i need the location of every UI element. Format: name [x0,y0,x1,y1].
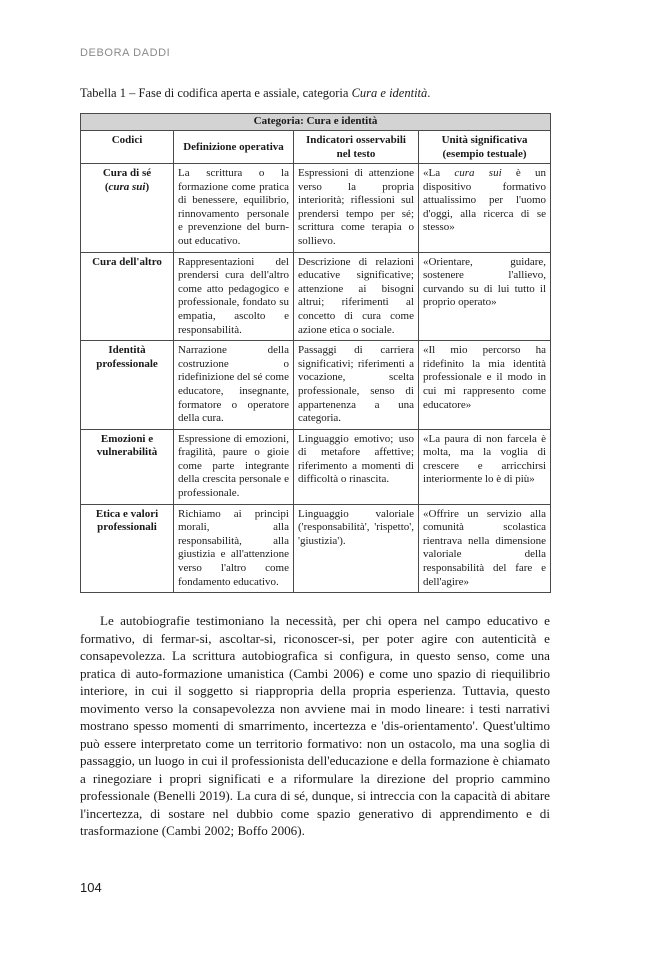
page-number: 104 [80,880,102,895]
code-label: Cura di sé [102,167,152,179]
table-row [81,429,551,504]
example-post: è un dispositivo formativo attualissimo per l'uomo d'oggi, alla ricerca di se stesso» [423,167,547,234]
example-italic: cura sui [454,167,502,179]
table-row [81,341,551,430]
caption-suffix: . [427,86,431,100]
example-pre: «La [423,167,455,179]
table-caption [80,86,430,101]
code-cell: Etica e valori professionali [81,504,174,593]
table-row [81,252,551,341]
column-header-codici: Codici [81,131,174,164]
indicators-cell: Descrizione di relazioni educative significative; attenzione ai bisogni altrui; riferimenti al concetto di cura come azione etica o sociale. [294,252,419,341]
column-header-unita: Unità significativa (esempio testuale) [419,131,551,164]
table-row [81,504,551,593]
definition-cell: Richiamo ai principi morali, alla responsabilità, alla giustizia e all'attenzione verso l'altro come fondamento educativo. [174,504,294,593]
example-cell: «Orientare, guidare, sostenere l'allievo, curvando su di lui tutto il proprio operato» [419,252,551,341]
running-head: DEBORA DADDI [80,47,171,59]
code-cell: Emozioni e vulnerabilità [81,429,174,504]
definition-cell: Espressione di emozioni, fragilità, paure o gioie come parte integrante della crescita personale e professionale. [174,429,294,504]
caption-italic: Cura e identità [351,86,428,100]
indicators-cell: Linguaggio valoriale ('responsabilità', 'rispetto', 'giustizia'). [294,504,419,593]
caption-prefix: Tabella 1 – Fase di codifica aperta e assiale, categoria [80,86,352,100]
code-cell: Identità professionale [81,341,174,430]
definition-cell: Narrazione della costruzione o ridefinizione del sé come educatore, insegnante, formatore o operatore della cura. [174,341,294,430]
definition-cell: La scrittura o la formazione come pratica di benessere, equilibrio, rinnovamento personale e prevenzione del burn-out educativo. [174,164,294,253]
category-header: Categoria: Cura e identità [81,114,551,131]
example-cell [419,164,551,253]
indicators-cell: Espressioni di attenzione verso la propria interiorità; riflessioni sul prendersi tempo per sé; scrittura come terapia o sollievo. [294,164,419,253]
column-header-indicatori: Indicatori osservabili nel testo [294,131,419,164]
example-cell: «Il mio percorso ha ridefinito la mia identità professionale e il modo in cui mi rappresento come educatore» [419,341,551,430]
column-header-definizione: Definizione operativa [174,131,294,164]
code-sublabel: cura sui [108,180,146,193]
indicators-cell: Passaggi di carriera significativi; riferimenti a vocazione, scelta professionale, senso di appartenenza a una categoria. [294,341,419,430]
table-row [81,164,551,253]
indicators-cell: Linguaggio emotivo; uso di metafore affettive; riferimento a momenti di difficoltà o rinascita. [294,429,419,504]
example-cell: «Offrire un servizio alla comunità scolastica rientrava nella dimensione valoriale della responsabilità del fare e dell'agire» [419,504,551,593]
coding-table [80,113,551,593]
definition-cell: Rappresentazioni del prendersi cura dell'altro come atto pedagogico e professionale, fondato su empatia, ascolto e responsabilità. [174,252,294,341]
body-paragraph: Le autobiografie testimoniano la necessità, per chi opera nel campo educativo e formativo, di fermar-si, ascoltar-si, riconoscer-si, per poter agire con autenticità e consapevolezza. La scrittura autobiografica si configura, in questo senso, come una pratica di auto-formazione umanistica (Cambi 2006) e come uno spazio di riequilibrio interiore, in cui il soggetto si riappropria della propria esperienza. Tuttavia, questo movimento verso la consapevolezza non avviene mai in modo lineare: i testi narrativi mostrano spesso momenti di smarrimento, incertezza e 'dis-orientamento'. Quest'ultimo può essere interpretato come un territorio formativo: non un ostacolo, ma una soglia di passaggio, un luogo in cui il professionista dell'educazione e della formazione è chiamato a rinegoziare i propri significati e a riformulare la direzione del proprio cammino professionale (Benelli 2019). La cura di sé, dunque, si intreccia con la capacità di abitare l'incertezza, di sostare nel dubbio come spazio generativo di apprendimento e di trasformazione (Cambi 2002; Boffo 2006). [80,613,550,838]
example-cell: «La paura di non farcela è molta, ma la voglia di crescere e arricchirsi interiormente lo è di più» [419,429,551,504]
code-cell: Cura di sé (cura sui) [81,164,174,253]
code-cell: Cura dell'altro [81,252,174,341]
